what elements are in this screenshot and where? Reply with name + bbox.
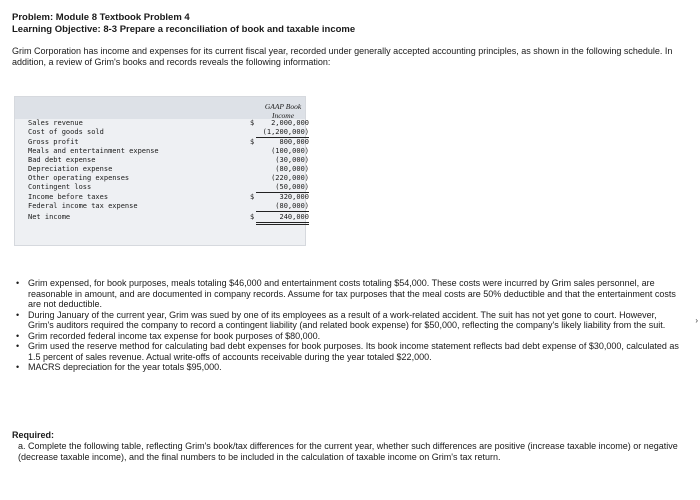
learning-objective: Learning Objective: 8-3 Prepare a reconciliation of book and taxable income <box>12 24 356 35</box>
row-label: Cost of goods sold <box>28 128 104 136</box>
row-value: (50,000) <box>256 183 309 193</box>
intro-paragraph: Grim Corporation has income and expenses for its current fiscal year, recorded under generally accepted accounting principles, as shown in the following schedule. In addition, a review of Grim's books and records reveals the following information: <box>12 46 673 67</box>
chevron-right-icon[interactable]: › <box>695 316 698 325</box>
bullet-icon: • <box>16 362 20 372</box>
row-label: Other operating expenses <box>28 174 130 182</box>
row-label: Meals and entertainment expense <box>28 147 159 155</box>
required-section <box>12 430 680 463</box>
dollar-sign: $ <box>250 138 255 146</box>
bullet-icon: • <box>16 330 20 341</box>
table-row-sales-revenue <box>28 119 318 128</box>
row-label: Income before taxes <box>28 193 109 201</box>
table-row-income-before-taxes <box>28 193 318 202</box>
problem-title: Problem: Module 8 Textbook Problem 4 <box>12 12 190 23</box>
row-label: Federal income tax expense <box>28 202 138 210</box>
table-row-other-operating <box>28 174 318 183</box>
information-list <box>16 278 684 373</box>
table-row-federal-tax <box>28 202 318 211</box>
row-value: (1,200,000) <box>256 128 309 138</box>
row-value: (80,000) <box>275 165 309 173</box>
table-row-cogs <box>28 128 318 137</box>
row-value: (80,000) <box>256 202 309 212</box>
dollar-sign: $ <box>250 119 255 127</box>
row-value: (30,000) <box>275 156 309 164</box>
required-title: Required: <box>12 430 55 440</box>
row-value: (100,000) <box>271 147 309 155</box>
dollar-sign: $ <box>250 193 255 201</box>
bullet-icon: • <box>16 278 20 288</box>
table-row-net-income <box>28 213 318 222</box>
row-label: Net income <box>28 213 71 221</box>
row-value: 320,000 <box>279 193 309 201</box>
row-value: (220,000) <box>271 174 309 182</box>
row-label: Depreciation expense <box>28 165 113 173</box>
row-value: 800,000 <box>279 138 309 146</box>
gaap-income-table <box>14 96 309 246</box>
row-value: 240,000 <box>256 213 309 225</box>
list-item: • Grim recorded federal income tax expense for book purposes of $80,000. <box>16 330 321 341</box>
row-label: Contingent loss <box>28 183 92 191</box>
table-row-depreciation <box>28 165 318 174</box>
row-label: Gross profit <box>28 138 79 146</box>
row-label: Bad debt expense <box>28 156 96 164</box>
table-row-meals-entertainment <box>28 147 318 156</box>
list-item: • Grim expensed, for book purposes, meals totaling $46,000 and entertainment costs totaling $54,000. These costs were incurred by Grim sales personnel, are reasonable in amount, and are documented in company records. Assume for tax purposes that the meal costs are 50% deductible and that the entertainment costs are not deductible. <box>16 278 676 309</box>
bullet-icon: • <box>16 341 20 351</box>
dollar-sign: $ <box>250 213 255 221</box>
list-item: • During January of the current year, Grim was sued by one of its employees as a result of a work-related accident. The suit has not yet gone to court. However, Grim's auditors required the company to record a contingent liability (and related book expense) for $50,000, reflecting the company's likely liability from the suit. <box>16 309 666 330</box>
row-label: Sales revenue <box>28 119 83 127</box>
row-value: 2,000,000 <box>271 119 309 127</box>
problem-header <box>12 12 355 36</box>
table-row-contingent-loss <box>28 183 318 192</box>
table-row-bad-debt <box>28 156 318 165</box>
column-header: GAAP Book Income <box>264 102 302 120</box>
table-row-gross-profit <box>28 138 318 147</box>
bullet-icon: • <box>16 309 20 320</box>
list-item: • Grim used the reserve method for calculating bad debt expenses for book purposes. Its book income statement reflects bad debt expense of $30,000, calculated as 1.5 percent of sales revenue. Actual write-offs of accounts receivable during the year totaled $22,000. <box>16 341 679 362</box>
required-part-a: a. Complete the following table, reflecting Grim's book/tax differences for the current year, whether such differences are positive (increase taxable income) or negative (decrease taxable income), and the final numbers to be included in the calculation of taxable income on Grim's tax return. <box>18 441 678 462</box>
list-item: • MACRS depreciation for the year totals $95,000. <box>16 362 222 372</box>
